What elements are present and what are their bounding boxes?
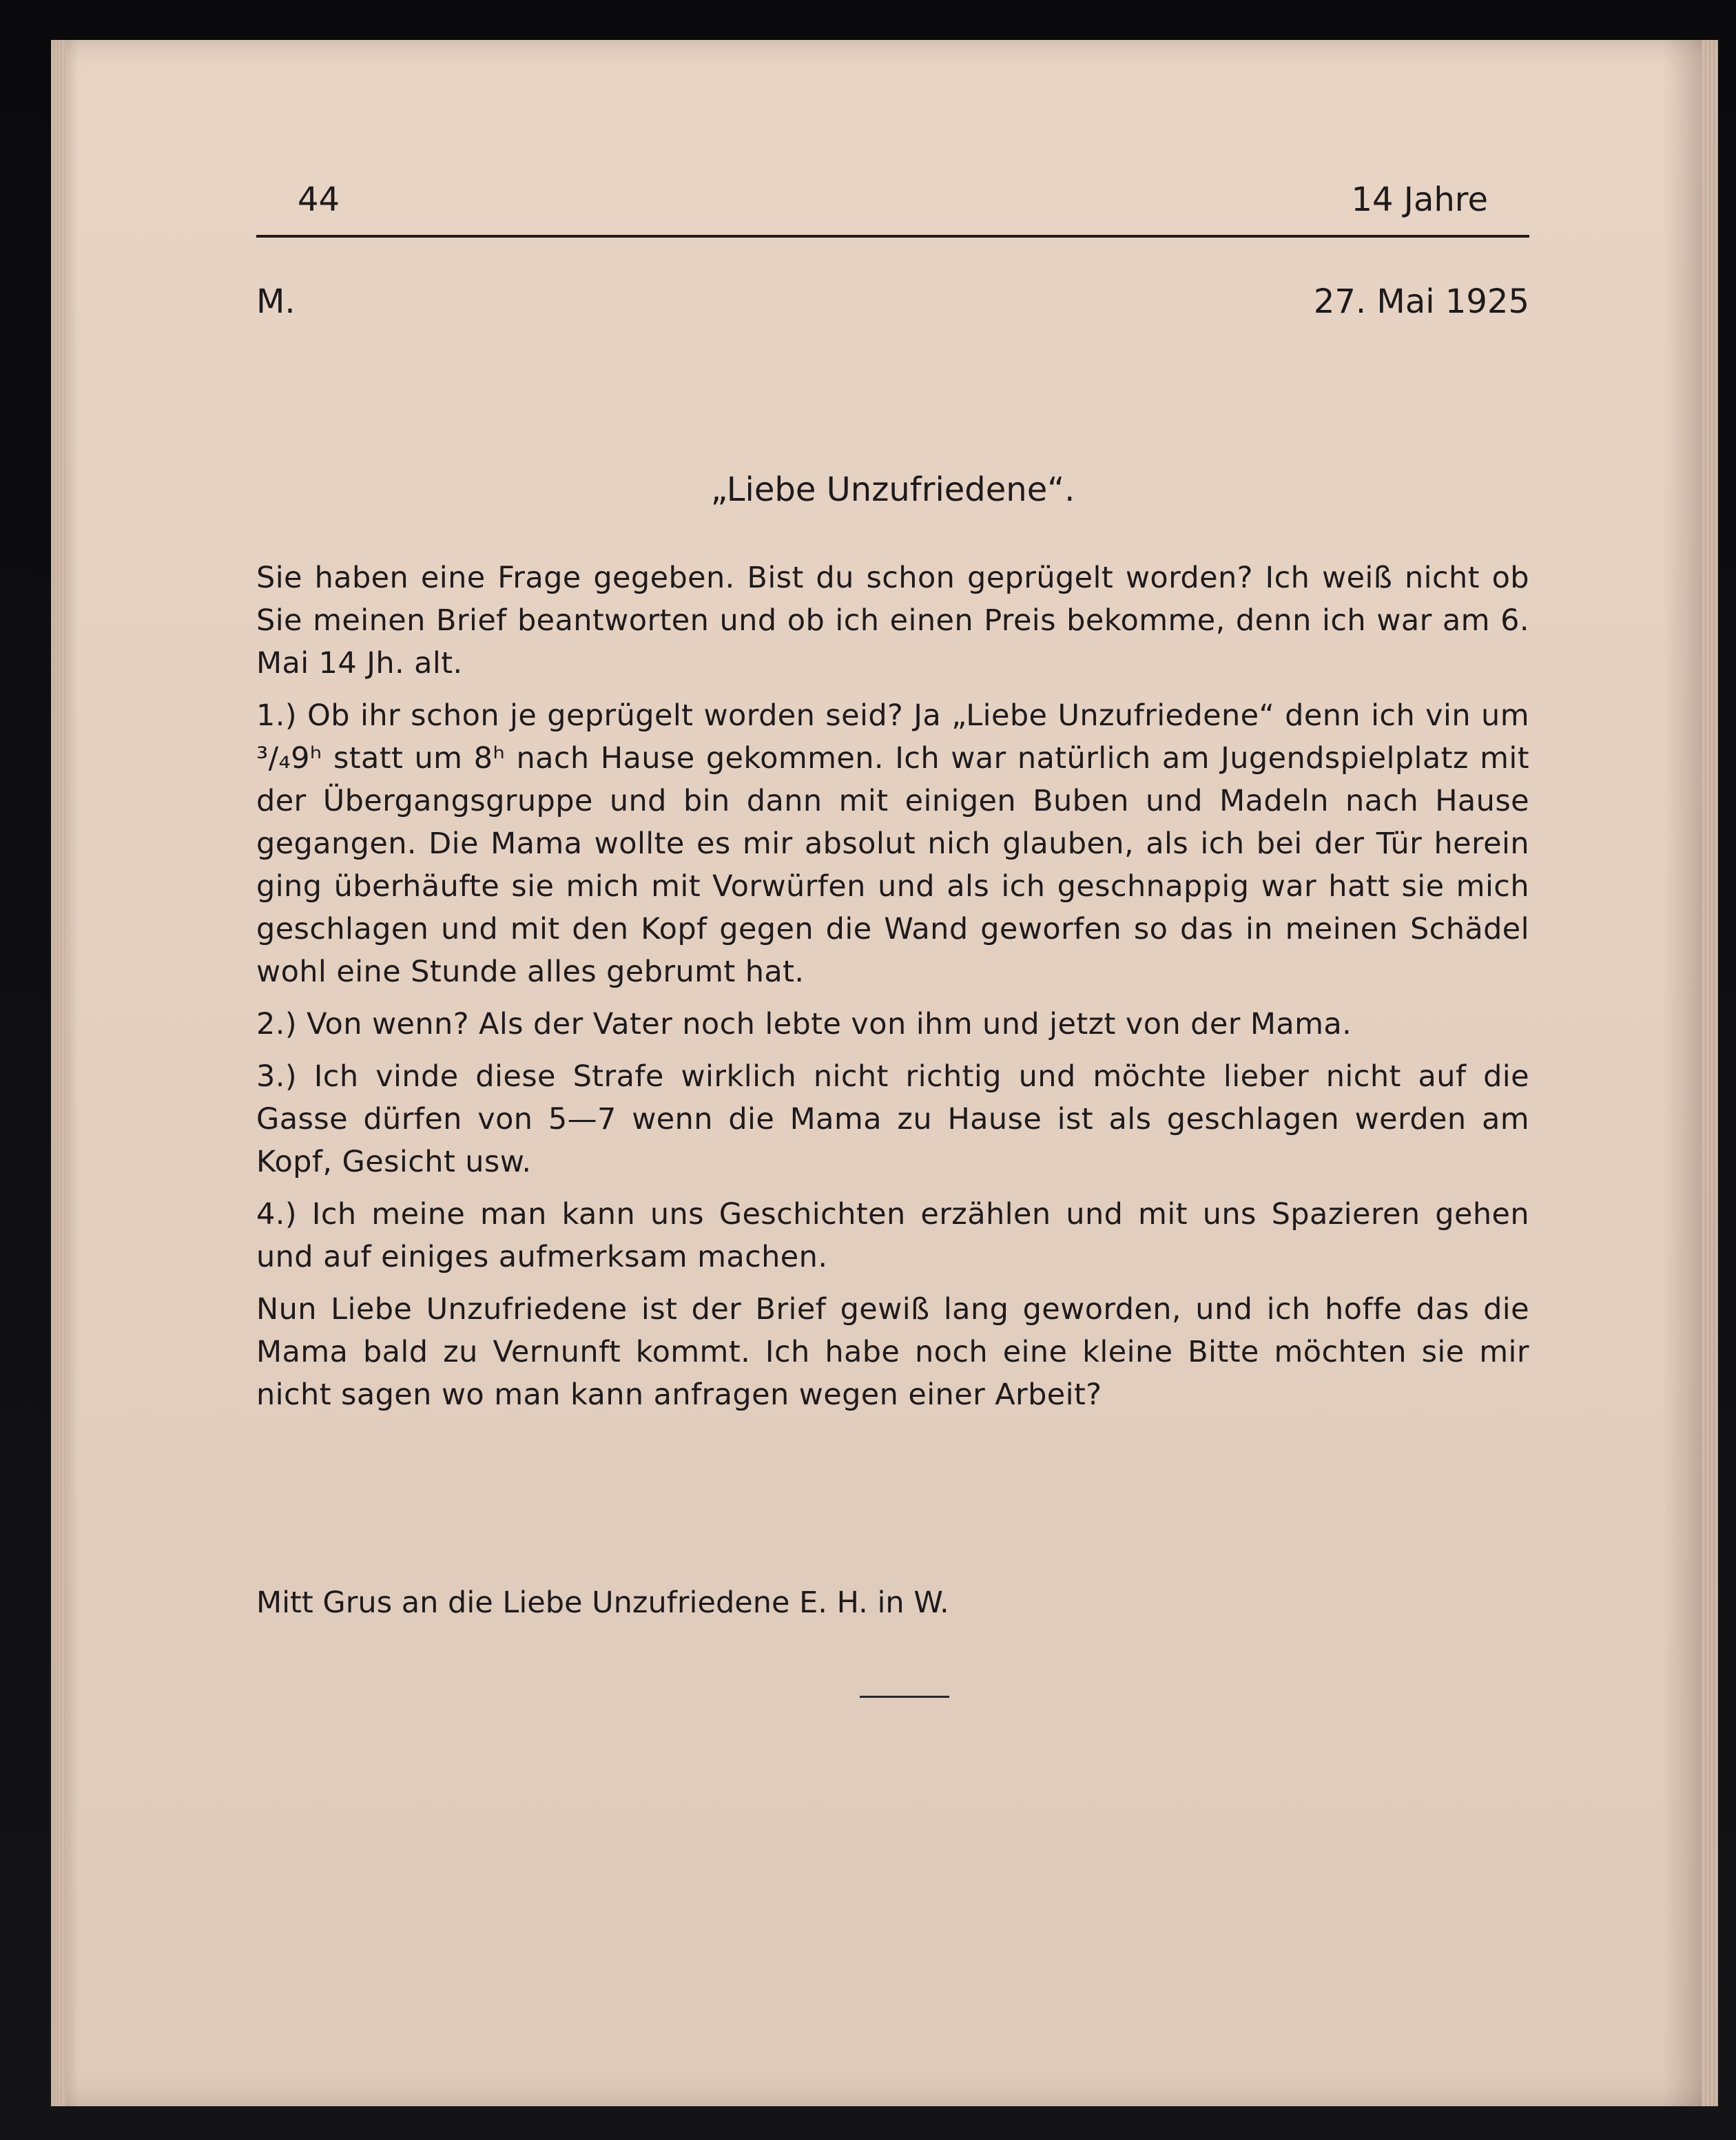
page-edge-left — [51, 40, 66, 2106]
paragraph-answer-1: 1.) Ob ihr schon je geprügelt worden seid? Ja „Liebe Unzufriedene“ denn ich vin um ³/₄9ʰ statt um 8ʰ nach Hause gekommen. Ich war natürlich am Jugendspielplatz mit der Übergangsgruppe und bin dann mit einigen Buben und Madeln nach Hause gegangen. Die Mama wollte es mir absolut nich glauben, als ich bei der Tür herein ging überhäufte sie mich mit Vorwürfen und als ich geschnappig war hatt sie mich geschlagen und mit den Kopf gegen die Wand geworfen so das in meinen Schädel wohl eine Stunde alles gebrumt hat. — [256, 698, 1529, 989]
paragraph-answer-3: 3.) Ich vinde diese Strafe wirklich nicht richtig und möchte lieber nicht auf die Gasse dürfen von 5—7 wenn die Mama zu Hause ist als geschlagen werden am Kopf, Gesicht usw. — [256, 1059, 1529, 1179]
paragraph-answer-4: 4.) Ich meine man kann uns Geschichten erzählen und mit uns Spazieren gehen und auf einiges aufmerksam machen. — [256, 1197, 1529, 1274]
page-header — [256, 180, 1529, 229]
header-rule — [256, 235, 1529, 238]
running-head: 14 Jahre — [1351, 180, 1488, 219]
letter-salutation: „Liebe Unzufriedene“. — [710, 470, 1075, 509]
page-edge-right — [1702, 40, 1718, 2106]
paragraph-answer-2: 2.) Von wenn? Als der Vater noch lebte von ihm und jetzt von der Mama. — [256, 1007, 1352, 1041]
paragraph-conclusion: Nun Liebe Unzufriedene ist der Brief gewiß lang geworden, und ich hoffe das die Mama bald zu Vernunft kommt. Ich habe noch eine kleine Bitte möchten sie mir nicht sagen wo man kann anfragen wegen einer Arbeit? — [256, 1292, 1529, 1412]
letter-place: M. — [256, 282, 296, 321]
letter-closing: Mitt Grus an die Liebe Unzufriedene E. H. in W. — [256, 1586, 949, 1620]
paragraph-intro: Sie haben eine Frage gegeben. Bist du schon geprügelt worden? Ich weiß nicht ob Sie meinen Brief beantworten und ob ich einen Preis bekomme, denn ich war am 6. Mai 14 Jh. alt. — [256, 561, 1529, 681]
letter-body — [256, 557, 1529, 1426]
letter-date: 27. Mai 1925 — [1313, 282, 1529, 321]
end-rule — [860, 1696, 949, 1698]
page-number: 44 — [298, 180, 340, 219]
